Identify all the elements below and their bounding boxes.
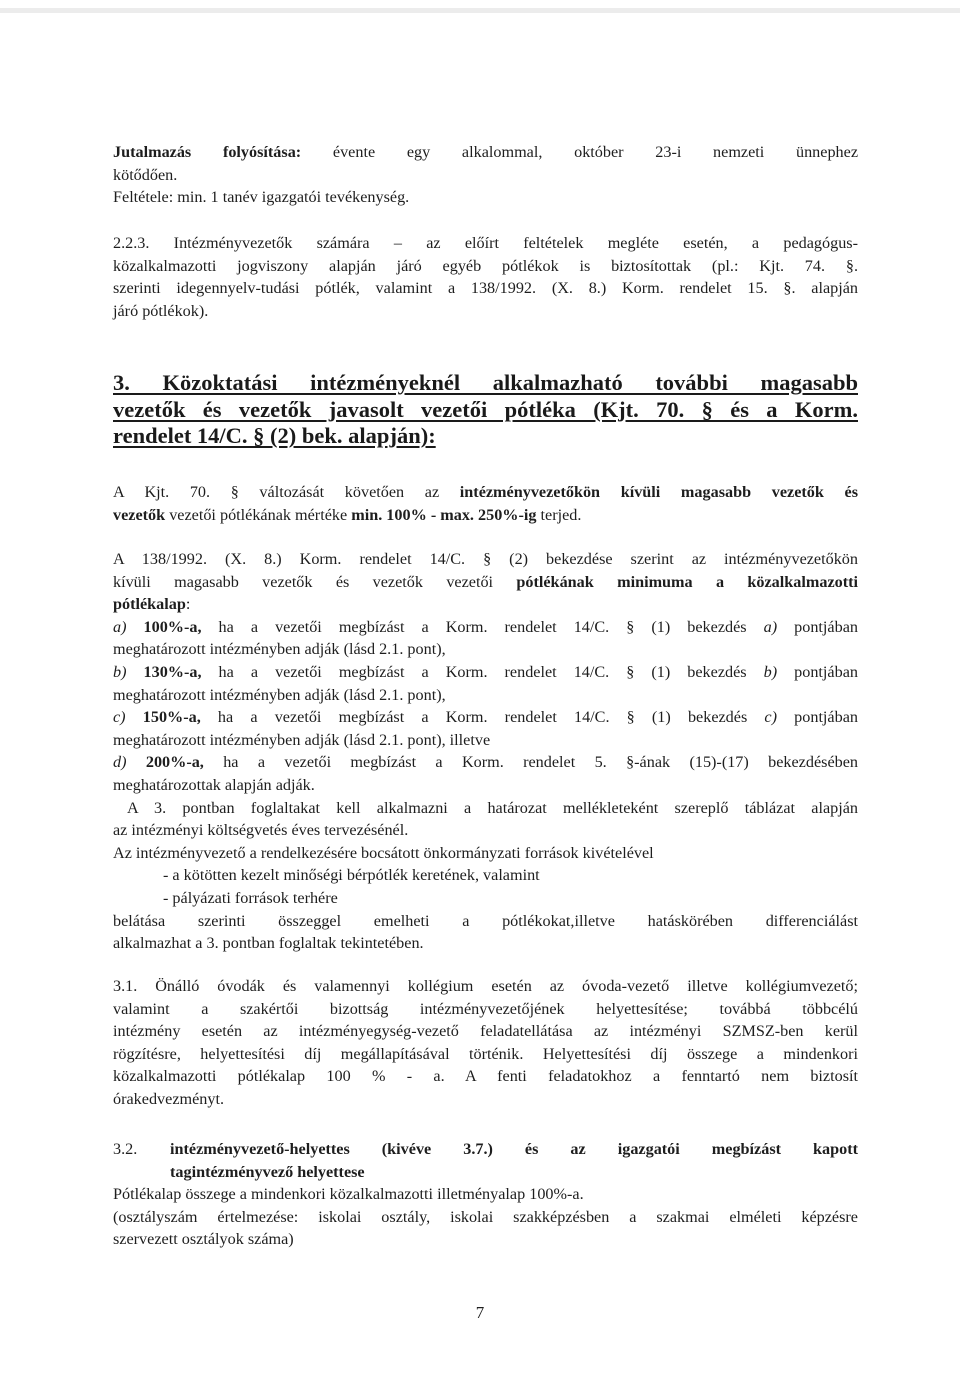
section-3-1 [113, 975, 858, 1111]
item-d-line-1 [113, 751, 858, 774]
heading-line-1: 3. Közoktatási intézményeknél alkalmazható további magasabb [113, 370, 858, 395]
s32-line-3: Pótlékalap összege a mindenkori közalkalmazotti illetményalap 100%-a. [113, 1185, 584, 1204]
item-b-ref: b) [763, 662, 778, 681]
kjt-bold-range: min. 100% - max. 250%-ig [351, 505, 537, 524]
kjt-text-d: vezetői pótlékának mértéke [165, 505, 352, 524]
scan-top-edge [0, 8, 960, 13]
item-d-line-2: meghatározottak alapján adják. [113, 775, 315, 794]
s32-title-line-2: tagintézményvező helyettese [170, 1162, 365, 1181]
page-number: 7 [475, 1303, 485, 1322]
heading-line-3: rendelet 14/C. § (2) bek. alapján): [113, 423, 436, 448]
p5-line-3: Az intézményvezető a rendelkezésére bocsátott önkormányzati források kivételével [113, 843, 654, 862]
kjt-text-a: A Kjt. 70. § változását követően az [113, 483, 460, 501]
reward-lead: Jutalmazás folyósítása: [113, 143, 302, 161]
s31-line-6: órakedvezményt. [113, 1089, 225, 1108]
s31-line-1: 3.1. Önálló óvodák és valamennyi kollégium esetén az óvoda-vezető illetve kollégiumvezető; [113, 977, 858, 995]
item-d-text: ha a vezetői megbízást a Korm. rendelet 5. §-ának (15)-(17) bekezdésében [203, 753, 859, 772]
s32-number: 3.2. [113, 1140, 138, 1158]
item-b-percent: 130%-a, [143, 662, 202, 681]
item-d-marker: d) [113, 753, 127, 772]
p5-bullet-1: - a kötötten kezelt minőségi bérpótlék keretének, valamint [163, 866, 540, 885]
item-b-line-1 [113, 661, 858, 684]
item-a-tail: pontjában [777, 617, 858, 636]
s32-title [113, 1138, 858, 1161]
reward-line-2: kötődően. [113, 165, 178, 184]
item-a-marker: a) [113, 617, 127, 636]
p5-line-1: A 3. pontban foglaltakat kell alkalmazni a határozat mellékleteként szereplő táblázat alapján [127, 798, 858, 817]
item-b-line-2: meghatározott intézményben adják (lásd 2.1. pont), [113, 685, 446, 704]
reward-condition: Feltétele: min. 1 tanév igazgatói tevékenység. [113, 188, 410, 207]
reward-line-1-text: évente egy alkalommal, október 23-i nemzeti ünnephez [301, 143, 859, 161]
s223-line-4: járó pótlékok). [113, 301, 209, 320]
s32-line-4: (osztályszám értelmezése: iskolai osztály, iskolai szakképzésben a szakmai elméleti képzésre [113, 1207, 858, 1226]
min-text-a: kívüli magasabb vezetők és vezetők vezetői [113, 572, 517, 591]
item-a-text: ha a vezetői megbízást a Korm. rendelet 14/C. § (1) bekezdés [201, 617, 764, 636]
item-b-text: ha a vezetői megbízást a Korm. rendelet 14/C. § (1) bekezdés [201, 662, 764, 681]
min-bold-b: pótlékának minimuma a közalkalmazotti [516, 572, 858, 591]
item-d [113, 751, 858, 796]
item-c-line-1 [113, 706, 858, 729]
min-line-2 [113, 571, 858, 594]
item-a-percent: 100%-a, [143, 617, 202, 636]
item-a-line-1 [113, 616, 858, 639]
reward-paragraph [113, 141, 858, 209]
item-b-marker: b) [113, 662, 127, 681]
min-line-1: A 138/1992. (X. 8.) Korm. rendelet 14/C. § (2) bekezdése szerint az intézményvezetőkön [113, 550, 858, 568]
s223-line-2: közalkalmazotti jogviszony alapján járó egyéb pótlékok is biztosítottak (pl.: Kjt. 74. §. [113, 256, 858, 275]
item-a-line-2: meghatározott intézményben adják (lásd 2.1. pont), [113, 640, 446, 659]
kjt-line-1 [113, 481, 858, 504]
p5-line-2: az intézményi költségvetés éves tervezésénél. [113, 821, 409, 840]
s31-line-5: közalkalmazotti pótlékalap 100 % - a. A fenti feladatokhoz a fenntartó nem biztosít [113, 1067, 858, 1086]
section-3-2 [113, 1138, 858, 1251]
kjt-bold-c: vezetők [113, 505, 166, 524]
p5-line-6: belátása szerinti összeggel emelheti a pótlékokat,illetve hatáskörében differenciálást [113, 911, 858, 930]
s31-line-4: rögzítésre, helyettesítési díj megállapításával történik. Helyettesítési díj összege a mindenkori [113, 1044, 858, 1063]
kjt-bold-b: intézményvezetőkön kívüli magasabb vezetők és [459, 483, 859, 501]
item-a-ref: a) [763, 617, 778, 636]
p5-line-7: alkalmazhat a 3. pontban foglaltak tekintetében. [113, 934, 424, 953]
item-c-tail: pontjában [777, 708, 858, 727]
item-c-marker: c) [113, 708, 126, 727]
section-3-heading [113, 370, 858, 450]
item-b [113, 661, 858, 706]
item-b-tail: pontjában [777, 662, 858, 681]
s223-line-1: 2.2.3. Intézményvezetők számára – az előírt feltételek megléte esetén, a pedagógus- [113, 234, 858, 252]
item-c-line-2: meghatározott intézményben adják (lásd 2.1. pont), illetve [113, 730, 491, 749]
item-c-text: ha a vezetői megbízást a Korm. rendelet 14/C. § (1) bekezdés [200, 708, 765, 727]
item-c-ref: c) [764, 708, 777, 727]
s32-line-5: szervezett osztályok száma) [113, 1230, 294, 1249]
p5-bullet-2: - pályázati források terhére [163, 888, 338, 907]
min-colon: : [185, 595, 191, 614]
section-2-2-3 [113, 232, 858, 322]
s223-line-3: szerinti idegennyelv-tudási pótlék, valamint a 138/1992. (X. 8.) Korm. rendelet 15. §. alapján [113, 279, 858, 298]
kjt-text-f: terjed. [536, 505, 582, 524]
minimum-paragraph [113, 548, 858, 955]
heading-line-2: vezetők és vezetők javasolt vezetői pótléka (Kjt. 70. § és a Korm. [113, 396, 858, 422]
item-c [113, 706, 858, 751]
kjt-line-2 [113, 504, 858, 527]
item-a [113, 616, 858, 661]
item-d-percent: 200%-a, [145, 753, 204, 772]
item-c-percent: 150%-a, [142, 708, 201, 727]
kjt-70-paragraph [113, 481, 858, 526]
s31-line-3: intézmény esetén az intézményegység-vezető feladatellátása az intézményi SZMSZ-ben kerül [113, 1022, 858, 1041]
min-bold-potlekalap: pótlékalap [113, 595, 186, 614]
reward-line-1 [113, 141, 858, 164]
s32-title-line-1: intézményvezető-helyettes (kivéve 3.7.) és az igazgatói megbízást kapott [170, 1140, 858, 1158]
min-line-3 [113, 593, 858, 616]
s31-line-2: valamint a szakértői bizottság intézményvezetőjének helyettesítése; továbbá többcélú [113, 999, 858, 1018]
